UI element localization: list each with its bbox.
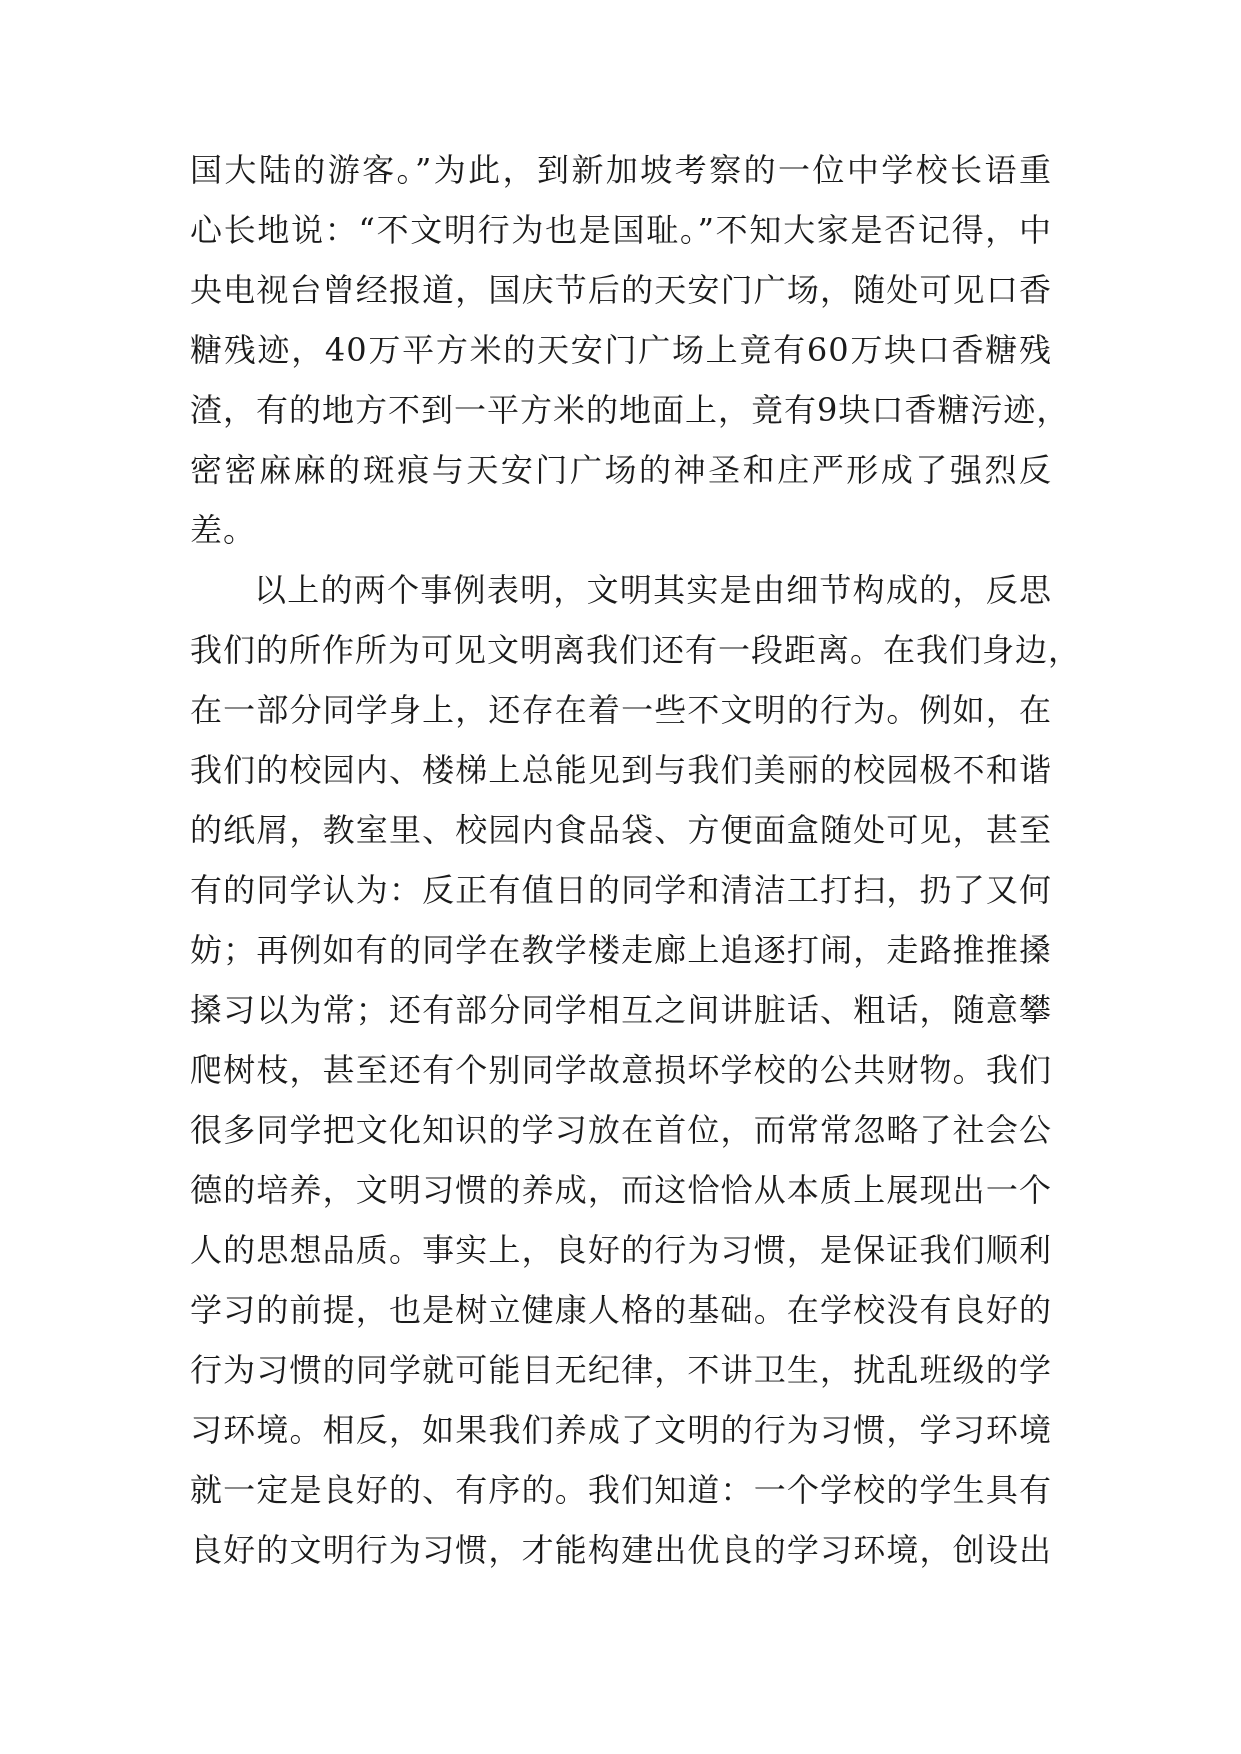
paragraph-2 xyxy=(190,560,1082,1580)
text-line: 以上的两个事例表明，文明其实是由细节构成的，反思 xyxy=(254,571,1052,609)
text-line: 国大陆的游客。”为此，到新加坡考察的一位中学校长语重 xyxy=(190,151,1052,189)
text-line: 我们的所作所为可见文明离我们还有一段距离。在我们身边， xyxy=(190,631,1082,669)
text-line: 央电视台曾经报道，国庆节后的天安门广场，随处可见口香 xyxy=(190,271,1052,309)
text-line: 有的同学认为：反正有值日的同学和清洁工打扫，扔了又何 xyxy=(190,871,1052,909)
text-line: 的纸屑，教室里、校园内食品袋、方便面盒随处可见，甚至 xyxy=(190,811,1052,849)
text-line: 在一部分同学身上，还存在着一些不文明的行为。例如，在 xyxy=(190,691,1052,729)
text-line: 密密麻麻的斑痕与天安门广场的神圣和庄严形成了强烈反 xyxy=(190,451,1052,489)
text-line: 我们的校园内、楼梯上总能见到与我们美丽的校园极不和谐 xyxy=(190,751,1052,789)
text-line: 就一定是良好的、有序的。我们知道：一个学校的学生具有 xyxy=(190,1471,1052,1509)
text-line: 差。 xyxy=(190,511,257,549)
text-line: 良好的文明行为习惯，才能构建出优良的学习环境，创设出 xyxy=(190,1531,1052,1569)
text-line: 爬树枝，甚至还有个别同学故意损坏学校的公共财物。我们 xyxy=(190,1051,1052,1089)
text-line: 心长地说：“不文明行为也是国耻。”不知大家是否记得，中 xyxy=(190,211,1052,249)
text-line: 糖残迹，40万平方米的天安门广场上竟有60万块口香糖残 xyxy=(190,331,1052,369)
document-page xyxy=(190,140,1082,1580)
text-line: 人的思想品质。事实上，良好的行为习惯，是保证我们顺利 xyxy=(190,1231,1052,1269)
text-line: 习环境。相反，如果我们养成了文明的行为习惯，学习环境 xyxy=(190,1411,1052,1449)
text-line: 德的培养，文明习惯的养成，而这恰恰从本质上展现出一个 xyxy=(190,1171,1052,1209)
paragraph-1 xyxy=(190,140,1070,560)
text-line: 妨；再例如有的同学在教学楼走廊上追逐打闹，走路推推搡 xyxy=(190,931,1052,969)
text-line: 渣，有的地方不到一平方米的地面上，竟有9块口香糖污迹， xyxy=(190,391,1070,429)
text-line: 搡习以为常；还有部分同学相互之间讲脏话、粗话，随意攀 xyxy=(190,991,1052,1029)
text-line: 很多同学把文化知识的学习放在首位，而常常忽略了社会公 xyxy=(190,1111,1052,1149)
text-line: 学习的前提，也是树立健康人格的基础。在学校没有良好的 xyxy=(190,1291,1052,1329)
text-line: 行为习惯的同学就可能目无纪律，不讲卫生，扰乱班级的学 xyxy=(190,1351,1052,1389)
